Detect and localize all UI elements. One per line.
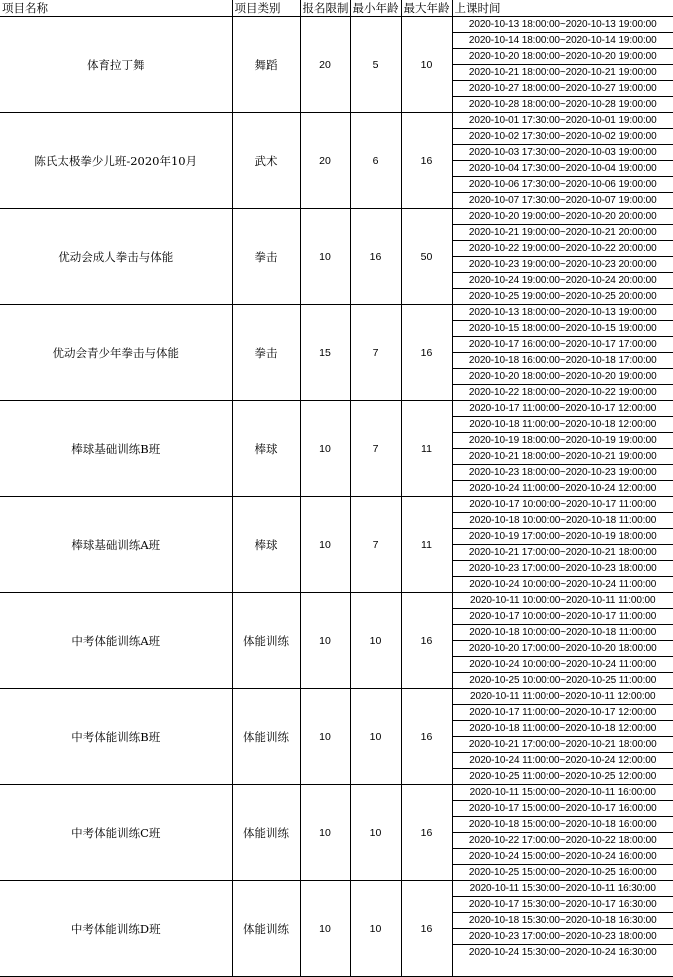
header-class-time: 上课时间 bbox=[452, 0, 673, 17]
time-slot: 2020-10-11 15:30:00~2020-10-11 16:30:00 bbox=[453, 881, 673, 897]
max-age-cell: 50 bbox=[401, 209, 452, 305]
class-time-cell bbox=[452, 17, 673, 113]
time-slot: 2020-10-28 18:00:00~2020-10-28 19:00:00 bbox=[453, 97, 673, 112]
min-age-cell: 7 bbox=[350, 497, 401, 593]
time-slot: 2020-10-24 11:00:00~2020-10-24 12:00:00 bbox=[453, 481, 673, 496]
min-age-cell: 10 bbox=[350, 785, 401, 881]
table-row bbox=[0, 17, 673, 113]
header-project-name: 项目名称 bbox=[0, 0, 232, 17]
min-age-cell: 6 bbox=[350, 113, 401, 209]
time-slot: 2020-10-17 15:00:00~2020-10-17 16:00:00 bbox=[453, 801, 673, 817]
time-slot: 2020-10-22 17:00:00~2020-10-22 18:00:00 bbox=[453, 833, 673, 849]
time-slot: 2020-10-25 11:00:00~2020-10-25 12:00:00 bbox=[453, 769, 673, 784]
project-name-cell: 优动会青少年拳击与体能 bbox=[0, 305, 232, 401]
project-name-cell: 棒球基础训练A班 bbox=[0, 497, 232, 593]
header-project-category: 项目类别 bbox=[232, 0, 300, 17]
time-slot: 2020-10-23 17:00:00~2020-10-23 18:00:00 bbox=[453, 561, 673, 577]
time-slot: 2020-10-18 15:00:00~2020-10-18 16:00:00 bbox=[453, 817, 673, 833]
enrollment-limit-cell: 10 bbox=[300, 881, 350, 977]
time-slot: 2020-10-24 19:00:00~2020-10-24 20:00:00 bbox=[453, 273, 673, 289]
class-time-cell bbox=[452, 593, 673, 689]
project-category-cell: 体能训练 bbox=[232, 689, 300, 785]
time-slot: 2020-10-21 19:00:00~2020-10-21 20:00:00 bbox=[453, 225, 673, 241]
enrollment-limit-cell: 10 bbox=[300, 401, 350, 497]
time-slot: 2020-10-21 18:00:00~2020-10-21 19:00:00 bbox=[453, 449, 673, 465]
table-row bbox=[0, 593, 673, 689]
time-slot: 2020-10-17 10:00:00~2020-10-17 11:00:00 bbox=[453, 497, 673, 513]
min-age-cell: 7 bbox=[350, 401, 401, 497]
max-age-cell: 16 bbox=[401, 593, 452, 689]
time-slot: 2020-10-20 17:00:00~2020-10-20 18:00:00 bbox=[453, 641, 673, 657]
header-max-age: 最大年龄 bbox=[401, 0, 452, 17]
max-age-cell: 16 bbox=[401, 881, 452, 977]
time-slot: 2020-10-20 18:00:00~2020-10-20 19:00:00 bbox=[453, 369, 673, 385]
project-name-cell: 中考体能训练D班 bbox=[0, 881, 232, 977]
class-time-cell bbox=[452, 113, 673, 209]
enrollment-limit-cell: 10 bbox=[300, 689, 350, 785]
enrollment-limit-cell: 10 bbox=[300, 593, 350, 689]
time-slot: 2020-10-11 10:00:00~2020-10-11 11:00:00 bbox=[453, 593, 673, 609]
time-slot: 2020-10-23 19:00:00~2020-10-23 20:00:00 bbox=[453, 257, 673, 273]
time-slot: 2020-10-15 18:00:00~2020-10-15 19:00:00 bbox=[453, 321, 673, 337]
time-slot: 2020-10-24 11:00:00~2020-10-24 12:00:00 bbox=[453, 753, 673, 769]
time-slot: 2020-10-18 11:00:00~2020-10-18 12:00:00 bbox=[453, 417, 673, 433]
project-name-cell: 中考体能训练C班 bbox=[0, 785, 232, 881]
time-slot: 2020-10-20 18:00:00~2020-10-20 19:00:00 bbox=[453, 49, 673, 65]
time-slot: 2020-10-23 18:00:00~2020-10-23 19:00:00 bbox=[453, 465, 673, 481]
max-age-cell: 11 bbox=[401, 401, 452, 497]
table-row bbox=[0, 689, 673, 785]
table-row bbox=[0, 497, 673, 593]
time-slot: 2020-10-14 18:00:00~2020-10-14 19:00:00 bbox=[453, 33, 673, 49]
table-row bbox=[0, 113, 673, 209]
project-category-cell: 拳击 bbox=[232, 209, 300, 305]
enrollment-limit-cell: 15 bbox=[300, 305, 350, 401]
time-slot: 2020-10-24 15:00:00~2020-10-24 16:00:00 bbox=[453, 849, 673, 865]
table-row bbox=[0, 881, 673, 977]
project-name-cell: 优动会成人拳击与体能 bbox=[0, 209, 232, 305]
time-slot: 2020-10-07 17:30:00~2020-10-07 19:00:00 bbox=[453, 193, 673, 208]
class-time-cell bbox=[452, 785, 673, 881]
time-slot: 2020-10-06 17:30:00~2020-10-06 19:00:00 bbox=[453, 177, 673, 193]
time-slot: 2020-10-21 18:00:00~2020-10-21 19:00:00 bbox=[453, 65, 673, 81]
time-slot: 2020-10-20 19:00:00~2020-10-20 20:00:00 bbox=[453, 209, 673, 225]
time-slot: 2020-10-21 17:00:00~2020-10-21 18:00:00 bbox=[453, 545, 673, 561]
table-row bbox=[0, 401, 673, 497]
project-name-cell: 中考体能训练B班 bbox=[0, 689, 232, 785]
project-category-cell: 棒球 bbox=[232, 497, 300, 593]
time-slot: 2020-10-17 10:00:00~2020-10-17 11:00:00 bbox=[453, 609, 673, 625]
time-slot: 2020-10-02 17:30:00~2020-10-02 19:00:00 bbox=[453, 129, 673, 145]
project-name-cell: 陈氏太极拳少儿班-2020年10月 bbox=[0, 113, 232, 209]
time-slot: 2020-10-18 16:00:00~2020-10-18 17:00:00 bbox=[453, 353, 673, 369]
project-name-cell: 棒球基础训练B班 bbox=[0, 401, 232, 497]
table-row bbox=[0, 785, 673, 881]
time-slot: 2020-10-17 11:00:00~2020-10-17 12:00:00 bbox=[453, 705, 673, 721]
time-slot: 2020-10-18 10:00:00~2020-10-18 11:00:00 bbox=[453, 625, 673, 641]
project-category-cell: 武术 bbox=[232, 113, 300, 209]
class-time-cell bbox=[452, 305, 673, 401]
time-slot: 2020-10-18 11:00:00~2020-10-18 12:00:00 bbox=[453, 721, 673, 737]
class-time-cell bbox=[452, 881, 673, 977]
enrollment-limit-cell: 10 bbox=[300, 209, 350, 305]
enrollment-limit-cell: 10 bbox=[300, 785, 350, 881]
project-category-cell: 舞蹈 bbox=[232, 17, 300, 113]
time-slot: 2020-10-22 18:00:00~2020-10-22 19:00:00 bbox=[453, 385, 673, 400]
project-name-cell: 中考体能训练A班 bbox=[0, 593, 232, 689]
enrollment-limit-cell: 10 bbox=[300, 497, 350, 593]
max-age-cell: 10 bbox=[401, 17, 452, 113]
min-age-cell: 10 bbox=[350, 593, 401, 689]
enrollment-limit-cell: 20 bbox=[300, 113, 350, 209]
time-slot: 2020-10-25 10:00:00~2020-10-25 11:00:00 bbox=[453, 673, 673, 688]
class-time-cell bbox=[452, 689, 673, 785]
header-enrollment-limit: 报名限制 bbox=[300, 0, 350, 17]
project-category-cell: 棒球 bbox=[232, 401, 300, 497]
time-slot: 2020-10-13 18:00:00~2020-10-13 19:00:00 bbox=[453, 17, 673, 33]
project-name-cell: 体育拉丁舞 bbox=[0, 17, 232, 113]
enrollment-limit-cell: 20 bbox=[300, 17, 350, 113]
time-slot: 2020-10-24 15:30:00~2020-10-24 16:30:00 bbox=[453, 945, 673, 960]
time-slot: 2020-10-04 17:30:00~2020-10-04 19:00:00 bbox=[453, 161, 673, 177]
time-slot: 2020-10-17 15:30:00~2020-10-17 16:30:00 bbox=[453, 897, 673, 913]
time-slot: 2020-10-18 10:00:00~2020-10-18 11:00:00 bbox=[453, 513, 673, 529]
time-slot: 2020-10-25 19:00:00~2020-10-25 20:00:00 bbox=[453, 289, 673, 304]
header-min-age: 最小年龄 bbox=[350, 0, 401, 17]
min-age-cell: 10 bbox=[350, 881, 401, 977]
time-slot: 2020-10-17 16:00:00~2020-10-17 17:00:00 bbox=[453, 337, 673, 353]
max-age-cell: 11 bbox=[401, 497, 452, 593]
time-slot: 2020-10-24 10:00:00~2020-10-24 11:00:00 bbox=[453, 657, 673, 673]
time-slot: 2020-10-03 17:30:00~2020-10-03 19:00:00 bbox=[453, 145, 673, 161]
project-category-cell: 体能训练 bbox=[232, 881, 300, 977]
min-age-cell: 7 bbox=[350, 305, 401, 401]
max-age-cell: 16 bbox=[401, 305, 452, 401]
header-row bbox=[0, 0, 673, 17]
time-slot: 2020-10-24 10:00:00~2020-10-24 11:00:00 bbox=[453, 577, 673, 592]
time-slot: 2020-10-27 18:00:00~2020-10-27 19:00:00 bbox=[453, 81, 673, 97]
time-slot: 2020-10-25 15:00:00~2020-10-25 16:00:00 bbox=[453, 865, 673, 880]
min-age-cell: 5 bbox=[350, 17, 401, 113]
time-slot: 2020-10-19 18:00:00~2020-10-19 19:00:00 bbox=[453, 433, 673, 449]
time-slot: 2020-10-22 19:00:00~2020-10-22 20:00:00 bbox=[453, 241, 673, 257]
time-slot: 2020-10-13 18:00:00~2020-10-13 19:00:00 bbox=[453, 305, 673, 321]
project-category-cell: 拳击 bbox=[232, 305, 300, 401]
class-time-cell bbox=[452, 401, 673, 497]
time-slot: 2020-10-11 11:00:00~2020-10-11 12:00:00 bbox=[453, 689, 673, 705]
class-time-cell bbox=[452, 209, 673, 305]
project-category-cell: 体能训练 bbox=[232, 593, 300, 689]
time-slot: 2020-10-19 17:00:00~2020-10-19 18:00:00 bbox=[453, 529, 673, 545]
max-age-cell: 16 bbox=[401, 113, 452, 209]
min-age-cell: 16 bbox=[350, 209, 401, 305]
table-row bbox=[0, 209, 673, 305]
time-slot: 2020-10-18 15:30:00~2020-10-18 16:30:00 bbox=[453, 913, 673, 929]
time-slot: 2020-10-23 17:00:00~2020-10-23 18:00:00 bbox=[453, 929, 673, 945]
project-category-cell: 体能训练 bbox=[232, 785, 300, 881]
table-row bbox=[0, 305, 673, 401]
time-slot: 2020-10-21 17:00:00~2020-10-21 18:00:00 bbox=[453, 737, 673, 753]
time-slot: 2020-10-11 15:00:00~2020-10-11 16:00:00 bbox=[453, 785, 673, 801]
max-age-cell: 16 bbox=[401, 785, 452, 881]
time-slot: 2020-10-01 17:30:00~2020-10-01 19:00:00 bbox=[453, 113, 673, 129]
max-age-cell: 16 bbox=[401, 689, 452, 785]
table-body bbox=[0, 17, 673, 977]
min-age-cell: 10 bbox=[350, 689, 401, 785]
class-time-cell bbox=[452, 497, 673, 593]
time-slot: 2020-10-17 11:00:00~2020-10-17 12:00:00 bbox=[453, 401, 673, 417]
